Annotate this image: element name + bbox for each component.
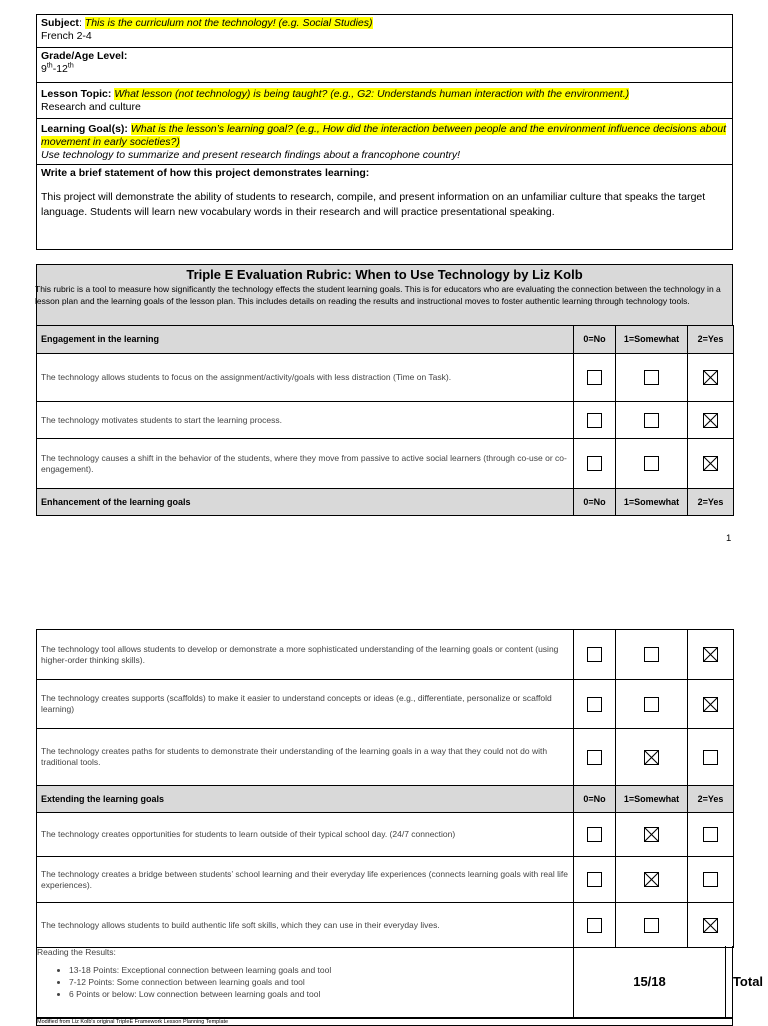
score-yes-checkbox[interactable] (703, 647, 718, 662)
statement-cell (37, 165, 732, 249)
score-no-checkbox[interactable] (587, 370, 602, 385)
score-cell (574, 729, 616, 786)
results-level: • 13-18 Points: Exceptional connection between learning goals and tool (69, 964, 573, 976)
extending-header-row (37, 786, 734, 813)
score-somewhat-checkbox[interactable] (644, 827, 659, 842)
rubric-item-row (37, 630, 734, 680)
col-yes-label: 2=Yes (688, 489, 734, 516)
score-cell (574, 680, 616, 729)
engagement-header-row (37, 326, 734, 354)
score-cell (688, 680, 734, 729)
score-cell (688, 439, 734, 489)
col-no-label: 0=No (574, 489, 616, 516)
grade-value[interactable]: 9th-12th (41, 62, 74, 75)
rubric-item-row (37, 402, 734, 439)
results-legend (37, 946, 574, 1017)
col-yes-label: 2=Yes (688, 326, 734, 354)
subject-prompt: This is the curriculum not the technology! (e.g. Social Studies) (84, 17, 373, 29)
goal-cell (37, 119, 732, 165)
goal-label: Learning Goal(s): (41, 123, 128, 135)
rubric-item-text: The technology allows students to build authentic life soft skills, which they can use in their everyday lives. (37, 903, 574, 948)
results-level: • 7-12 Points: Some connection between learning goals and tool (69, 976, 573, 988)
page-number: 1 (726, 533, 732, 544)
col-somewhat-label: 1=Somewhat (616, 489, 688, 516)
rubric-item-text: The technology causes a shift in the behavior of the students, where they move from passive to active social learners (through co-use or co-engagement). (37, 439, 574, 489)
score-cell (688, 903, 734, 948)
rubric-item-text: The technology creates opportunities for students to learn outside of their typical school day. (24/7 connection) (37, 813, 574, 857)
rubric-title: Triple E Evaluation Rubric: When to Use Technology by Liz Kolb (186, 267, 583, 282)
rubric-table-1 (36, 325, 734, 516)
rubric-item-text: The technology creates supports (scaffolds) to make it easier to understand concepts or ideas (e.g., differentiate, personalize or scaffold learning) (37, 680, 574, 729)
score-cell (574, 439, 616, 489)
score-no-checkbox[interactable] (587, 750, 602, 765)
rubric-item-row (37, 857, 734, 903)
rubric-item-text: The technology creates a bridge between students’ school learning and their everyday life experiences (connects learning goals with real life experiences). (37, 857, 574, 903)
col-no-label: 0=No (574, 786, 616, 813)
rubric-item-row (37, 729, 734, 786)
results-heading: Reading the Results: (37, 947, 116, 957)
score-yes-checkbox[interactable] (703, 697, 718, 712)
score-cell (616, 402, 688, 439)
rubric-item-row (37, 354, 734, 402)
col-somewhat-label: 1=Somewhat (616, 326, 688, 354)
score-cell (688, 354, 734, 402)
score-yes-checkbox[interactable] (703, 872, 718, 887)
rubric-item-row (37, 439, 734, 489)
statement-label: Write a brief statement of how this project demonstrates learning: (41, 167, 370, 179)
subject-label: Subject (41, 17, 79, 29)
score-cell (574, 402, 616, 439)
score-no-checkbox[interactable] (587, 872, 602, 887)
results-levels (37, 964, 573, 1000)
score-somewhat-checkbox[interactable] (644, 456, 659, 471)
score-somewhat-checkbox[interactable] (644, 697, 659, 712)
topic-prompt: What lesson (not technology) is being taught? (e.g., G2: Understands human interaction with the environment.) (114, 88, 630, 100)
score-cell (688, 857, 734, 903)
rubric-item-row (37, 903, 734, 948)
rubric-item-row (37, 680, 734, 729)
score-somewhat-checkbox[interactable] (644, 750, 659, 765)
score-cell (616, 813, 688, 857)
score-yes-checkbox[interactable] (703, 918, 718, 933)
enhancement-header-row (37, 489, 734, 516)
col-somewhat-label: 1=Somewhat (616, 786, 688, 813)
grade-label: Grade/Age Level: (41, 50, 128, 62)
grade-cell (37, 48, 732, 83)
score-no-checkbox[interactable] (587, 918, 602, 933)
score-cell (688, 729, 734, 786)
statement-value[interactable]: This project will demonstrate the ability of students to research, compile, and present information on an unfamiliar culture that speaks the target language. Students will learn new vocabulary words in their research and will practice presentational speaking. (41, 191, 706, 218)
total-label: Total (732, 974, 764, 989)
col-yes-label: 2=Yes (688, 786, 734, 813)
footer-note: Modified from Liz Kolb's original TripleE Framework Lesson Planning Template (36, 1018, 733, 1026)
score-yes-checkbox[interactable] (703, 827, 718, 842)
score-yes-checkbox[interactable] (703, 750, 718, 765)
rubric-item-text: The technology creates paths for students to demonstrate their understanding of the learning goals in a way that they could not do with traditional tools. (37, 729, 574, 786)
col-no-label: 0=No (574, 326, 616, 354)
score-cell (616, 729, 688, 786)
lesson-info-box (36, 14, 733, 250)
rubric-item-text: The technology motivates students to start the learning process. (37, 402, 574, 439)
rubric-item-row (37, 813, 734, 857)
rubric-description: This rubric is a tool to measure how significantly the technology effects the student learning goals. This is for educators who are evaluating the connection between the technology in a lesson plan and the learning goals of the lesson plan. This includes details on reading the results and instructional moves to foster authentic learning through technology tools. (35, 284, 721, 306)
score-somewhat-checkbox[interactable] (644, 647, 659, 662)
section-heading: Engagement in the learning (37, 326, 574, 354)
section-heading: Enhancement of the learning goals (37, 489, 574, 516)
score-cell (574, 813, 616, 857)
score-cell (688, 813, 734, 857)
score-cell (688, 402, 734, 439)
score-somewhat-checkbox[interactable] (644, 918, 659, 933)
score-cell (574, 903, 616, 948)
subject-cell: Subject: This is the curriculum not the technology! (e.g. Social Studies) French 2-4 (37, 15, 732, 48)
rubric-table-2 (36, 629, 734, 948)
score-cell (616, 680, 688, 729)
rubric-header (36, 264, 733, 325)
section-heading: Extending the learning goals (37, 786, 574, 813)
score-yes-checkbox[interactable] (703, 413, 718, 428)
subject-value[interactable]: French 2-4 (41, 30, 92, 42)
score-cell (574, 354, 616, 402)
score-no-checkbox[interactable] (587, 413, 602, 428)
score-somewhat-checkbox[interactable] (644, 413, 659, 428)
rubric-item-text: The technology allows students to focus on the assignment/activity/goals with less distraction (Time on Task). (37, 354, 574, 402)
goal-value[interactable]: Use technology to summarize and present research findings about a francophone country! (41, 149, 461, 161)
topic-label: Lesson Topic: (41, 88, 112, 100)
score-cell (574, 630, 616, 680)
score-no-checkbox[interactable] (587, 697, 602, 712)
score-cell (616, 630, 688, 680)
score-cell (574, 857, 616, 903)
results-level: • 6 Points or below: Low connection between learning goals and tool (69, 988, 573, 1000)
total-score: 15/18 (574, 946, 726, 1017)
topic-value[interactable]: Research and culture (41, 101, 141, 113)
score-cell (616, 439, 688, 489)
score-cell (616, 857, 688, 903)
score-cell (616, 354, 688, 402)
score-no-checkbox[interactable] (587, 647, 602, 662)
results-box (36, 946, 764, 1018)
topic-cell (37, 83, 732, 119)
score-no-checkbox[interactable] (587, 827, 602, 842)
score-cell (688, 630, 734, 680)
score-yes-checkbox[interactable] (703, 456, 718, 471)
score-somewhat-checkbox[interactable] (644, 872, 659, 887)
rubric-item-text: The technology tool allows students to develop or demonstrate a more sophisticated understanding of the learning goals or content (using higher-order thinking skills). (37, 630, 574, 680)
score-yes-checkbox[interactable] (703, 370, 718, 385)
score-somewhat-checkbox[interactable] (644, 370, 659, 385)
score-cell (616, 903, 688, 948)
goal-prompt: What is the lesson’s learning goal? (e.g., How did the interaction between people and the environment influence decisions about movement in early societies?) (41, 123, 727, 148)
score-no-checkbox[interactable] (587, 456, 602, 471)
